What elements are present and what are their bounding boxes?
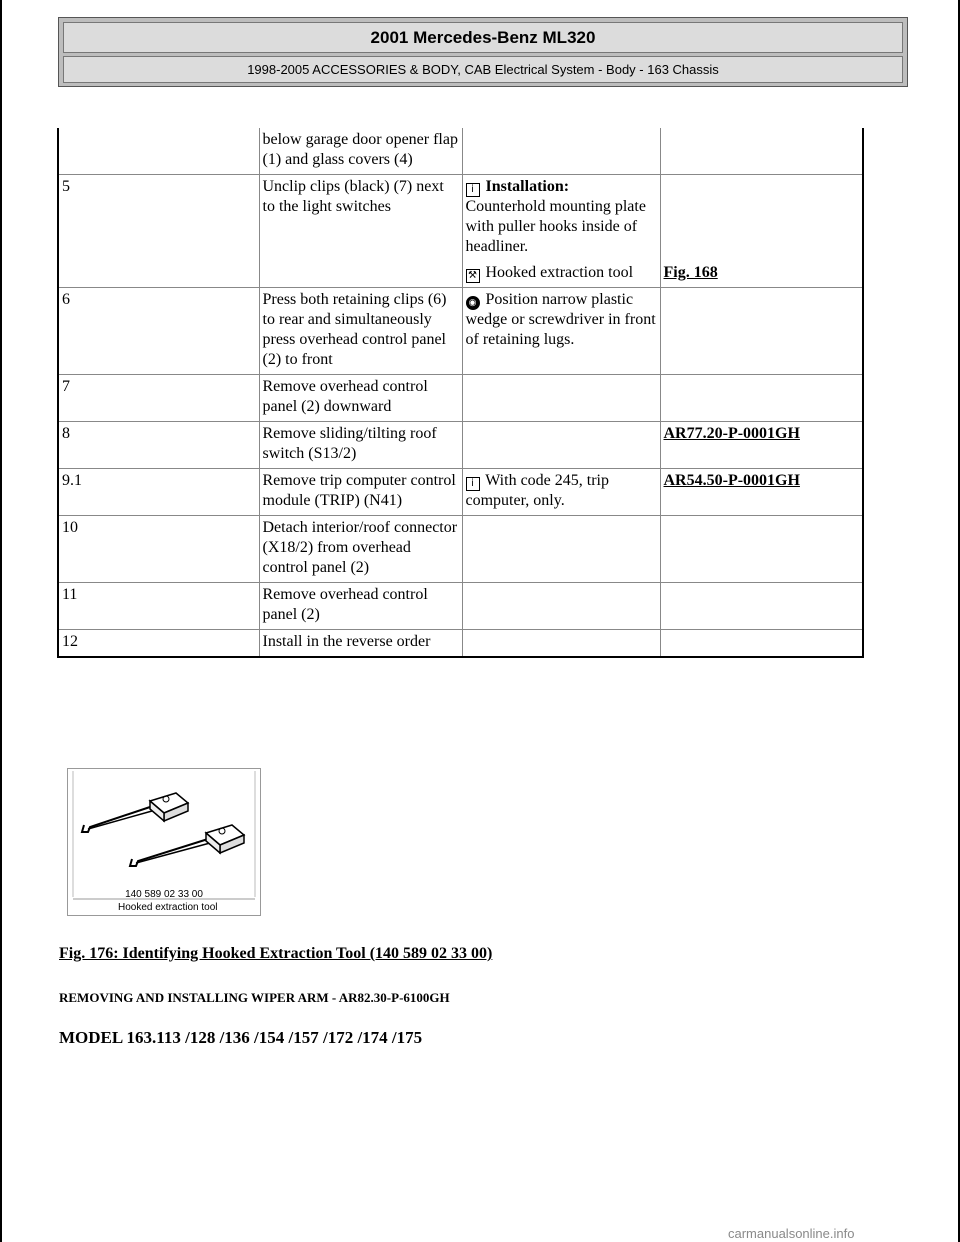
figure-part-number: 140 589 02 33 00 [125, 889, 203, 900]
step-action: Press both retaining clips (6) to rear and simultaneously press overhead control panel (2) to front [259, 288, 462, 375]
table-row [58, 630, 863, 658]
step-note [462, 288, 660, 375]
step-action: Unclip clips (black) (7) next to the light switches [259, 175, 462, 288]
step-reference [660, 630, 863, 658]
procedure-steps-table [57, 128, 864, 658]
note-tool [466, 263, 657, 283]
step-number: 9.1 [58, 469, 259, 516]
step-note [462, 375, 660, 422]
step-action: Remove overhead control panel (2) downward [259, 375, 462, 422]
table-row [58, 128, 863, 175]
note-text: With code 245, trip computer, only. [465, 472, 609, 509]
procedure-link[interactable]: AR54.50-P-0001GH [663, 472, 800, 489]
table-row [58, 516, 863, 583]
step-action: Detach interior/roof connector (X18/2) from overhead control panel (2) [259, 516, 462, 583]
figure-caption[interactable]: Fig. 176: Identifying Hooked Extraction Tool (140 589 02 33 00) [59, 945, 493, 962]
figure-label: Hooked extraction tool [118, 902, 218, 913]
step-number: 12 [58, 630, 259, 658]
step-reference [660, 288, 863, 375]
note-label: Installation: [485, 178, 570, 195]
table-row [58, 422, 863, 469]
step-note [462, 516, 660, 583]
document-title: 2001 Mercedes-Benz ML320 [63, 22, 903, 53]
step-number: 5 [58, 175, 259, 288]
step-number: 7 [58, 375, 259, 422]
eye-icon: ◉ [466, 296, 480, 310]
table-row [58, 583, 863, 630]
hooked-extraction-tool-figure [67, 768, 261, 916]
step-number [58, 128, 259, 175]
step-reference [660, 469, 863, 516]
info-icon: i [466, 183, 480, 197]
step-action: below garage door opener flap (1) and glass covers (4) [259, 128, 462, 175]
step-number: 11 [58, 583, 259, 630]
page-border-left [0, 0, 2, 1242]
step-reference [660, 128, 863, 175]
step-note [462, 175, 660, 288]
step-action: Install in the reverse order [259, 630, 462, 658]
table-row [58, 469, 863, 516]
step-reference [660, 422, 863, 469]
document-header [58, 17, 908, 87]
document-subtitle: 1998-2005 ACCESSORIES & BODY, CAB Electrical System - Body - 163 Chassis [63, 56, 903, 83]
step-reference [660, 375, 863, 422]
step-reference [660, 175, 863, 288]
step-action: Remove sliding/tilting roof switch (S13/2) [259, 422, 462, 469]
procedure-heading: REMOVING AND INSTALLING WIPER ARM - AR82.30-P-6100GH [59, 990, 450, 1005]
watermark: carmanualsonline.info [728, 1226, 855, 1241]
table-row [58, 375, 863, 422]
step-action: Remove overhead control panel (2) [259, 583, 462, 630]
step-note [462, 583, 660, 630]
note-text: Position narrow plastic wedge or screwdriver in front of retaining lugs. [465, 291, 656, 348]
step-number: 8 [58, 422, 259, 469]
table-row [58, 175, 863, 288]
step-action: Remove trip computer control module (TRIP) (N41) [259, 469, 462, 516]
model-heading: MODEL 163.113 /128 /136 /154 /157 /172 /174 /175 [59, 1028, 423, 1047]
figure-link[interactable]: Fig. 168 [663, 264, 718, 281]
note-text: Counterhold mounting plate with puller hooks inside of headliner. [465, 198, 646, 255]
table-row [58, 288, 863, 375]
step-note [462, 630, 660, 658]
step-number: 6 [58, 288, 259, 375]
info-icon: i [466, 477, 480, 491]
step-note [462, 128, 660, 175]
note-tool-text: Hooked extraction tool [485, 264, 634, 281]
step-reference [660, 583, 863, 630]
step-reference [660, 516, 863, 583]
procedure-link[interactable]: AR77.20-P-0001GH [663, 425, 800, 442]
tool-icon: ⚒ [466, 269, 480, 283]
step-note [462, 469, 660, 516]
step-number: 10 [58, 516, 259, 583]
step-note [462, 422, 660, 469]
